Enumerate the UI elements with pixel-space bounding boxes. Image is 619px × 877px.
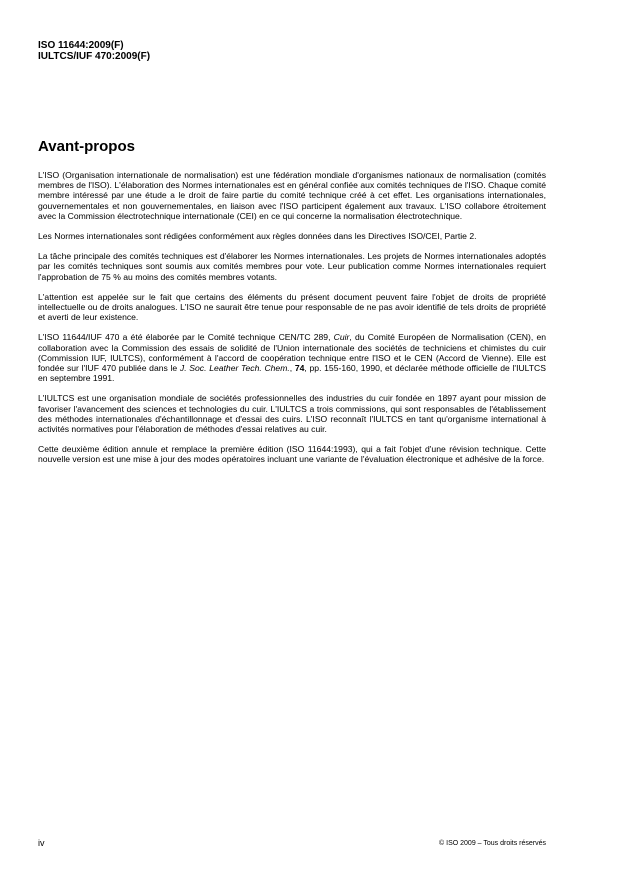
p5-journal-name: J. Soc. Leather Tech. Chem. — [179, 363, 290, 374]
paragraph-directives: Les Normes internationales sont rédigées conformément aux règles données dans les Directives ISO/CEI, Partie 2. — [38, 231, 477, 242]
page-title: Avant-propos — [38, 138, 135, 155]
paragraph-technical-committees: La tâche principale des comités techniques est d'élaborer les Normes internationales. Les projets de Normes internationales adoptés par les comités techniques sont soumis aux comités membres pour vote. Leur publication comme Normes internationales requiert l'approbation de 75 % au moins des comités membres votants. — [38, 251, 546, 282]
p5-text-e: , — [289, 363, 295, 374]
document-header — [38, 40, 150, 62]
p5-committee-name: Cuir — [333, 332, 350, 343]
p5-text-g: , pp. 155-160, 1990, et déclarée méthode officielle de l'IULTCS en septembre 1991. — [38, 363, 546, 384]
p5-text-c: , du Comité Européen de Normalisation (CEN), en collaboration avec la Commission des essais de solidité de l'Union internationale des sociétés de techniciens et chimistes du cuir (Commission IUF, IULTCS), conformément à l'accord de coopération technique entre l'ISO et le CEN (Accord de Vienne). Elle est fondée sur l'IUF 470 publiée dans le — [38, 332, 546, 374]
paragraph-edition: Cette deuxième édition annule et remplace la première édition (ISO 11644:1993), qui a fait l'objet d'une révision technique. Cette nouvelle version est une mise à jour des modes opératoires incluant une variante de l'évaluation électronique et adhésive de la force. — [38, 444, 546, 465]
header-iultcs-number: IULTCS/IUF 470:2009(F) — [38, 51, 151, 62]
header-standard-number: ISO 11644:2009(F) — [38, 40, 124, 51]
p5-volume: 74 — [294, 363, 305, 374]
paragraph-iso-intro: L'ISO (Organisation internationale de normalisation) est une fédération mondiale d'organismes nationaux de normalisation (comités membres de l'ISO). L'élaboration des Normes internationales est en général confiée aux comités techniques de l'ISO. Chaque comité membre intéressé par une étude a le droit de faire partie du comité technique créé à cet effet. Les organisations internationales, gouvernementales et non gouvernementales, en liaison avec l'ISO participent également aux travaux. L'ISO collabore étroitement avec la Commission électrotechnique internationale (CEI) en ce qui concerne la normalisation électrotechnique. — [38, 170, 546, 221]
copyright-notice: © ISO 2009 – Tous droits réservés — [439, 840, 546, 847]
p5-text-a: L'ISO 11644/IUF 470 a été élaborée par le Comité technique CEN/TC 289, — [38, 332, 334, 343]
paragraph-patent-rights: L'attention est appelée sur le fait que certains des éléments du présent document peuvent faire l'objet de droits de propriété intellectuelle ou de droits analogues. L'ISO ne saurait être tenue pour responsable de ne pas avoir identifié de tels droits de propriété et averti de leur existence. — [38, 291, 546, 323]
paragraph-iultcs: L'IULTCS est une organisation mondiale de sociétés professionnelles des industries du cuir fondée en 1897 ayant pour mission de favoriser l'avancement des sciences et technologies du cuir. L'IULTCS a trois commissions, qui sont responsables de l'établissement des méthodes internationales d'échantillonnage et d'essai des cuirs. L'ISO reconnaît l'IULTCS en tant qu'organisme international à activités normatives pour l'élaboration de méthodes d'essai relatives au cuir. — [38, 393, 546, 435]
foreword-body — [38, 170, 546, 475]
paragraph-elaboration — [38, 332, 546, 383]
page-number: iv — [38, 838, 45, 848]
